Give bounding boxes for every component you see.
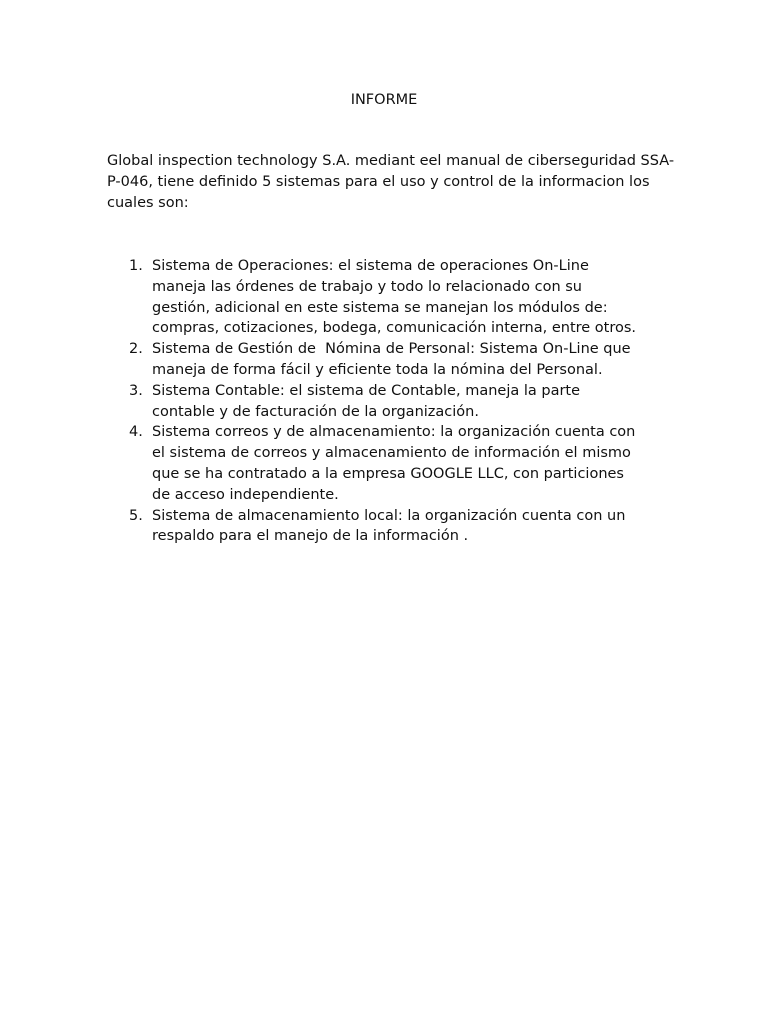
list-item-number: 2.: [129, 341, 143, 358]
list-item: [107, 381, 687, 423]
list-item-line: que se ha contratado a la empresa GOOGLE LLC, con particiones: [152, 465, 624, 482]
list-item-number: 4.: [129, 424, 143, 441]
systems-list: [107, 256, 687, 547]
document-title: INFORME: [350, 92, 418, 108]
list-item-line: el sistema de correos y almacenamiento de información el mismo: [152, 445, 631, 462]
intro-paragraph: Global inspection technology S.A. mediant eel manual de ciberseguridad SSA-P-046, tiene definido 5 sistemas para el uso y control de la informacion los cuales son:: [107, 153, 675, 211]
list-item-line: gestión, adicional en este sistema se manejan los módulos de:: [152, 299, 608, 316]
list-item-line: Sistema de Gestión de Nómina de Personal: Sistema On-Line que: [152, 341, 631, 358]
list-item-line: de acceso independiente.: [152, 486, 339, 503]
list-item: [107, 506, 687, 548]
list-item-line: contable y de facturación de la organización.: [152, 403, 479, 420]
list-item: [107, 339, 687, 381]
list-item-line: respaldo para el manejo de la información .: [152, 528, 469, 545]
list-item-line: Sistema de Operaciones: el sistema de operaciones On-Line: [152, 258, 589, 274]
list-item-line: compras, cotizaciones, bodega, comunicación interna, entre otros.: [152, 320, 637, 337]
list-item-number: 3.: [129, 382, 143, 399]
list-item-line: Sistema correos y de almacenamiento: la organización cuenta con: [152, 424, 636, 441]
list-item-line: maneja las órdenes de trabajo y todo lo relacionado con su: [152, 278, 583, 295]
list-item-number: 1.: [129, 258, 143, 274]
list-item: [107, 422, 687, 505]
list-item-line: Sistema de almacenamiento local: la organización cuenta con un: [152, 507, 626, 524]
list-item-line: maneja de forma fácil y eficiente toda la nómina del Personal.: [152, 361, 603, 378]
list-item: [107, 256, 687, 339]
list-item-number: 5.: [129, 507, 143, 524]
list-item-line: Sistema Contable: el sistema de Contable, maneja la parte: [152, 382, 581, 399]
